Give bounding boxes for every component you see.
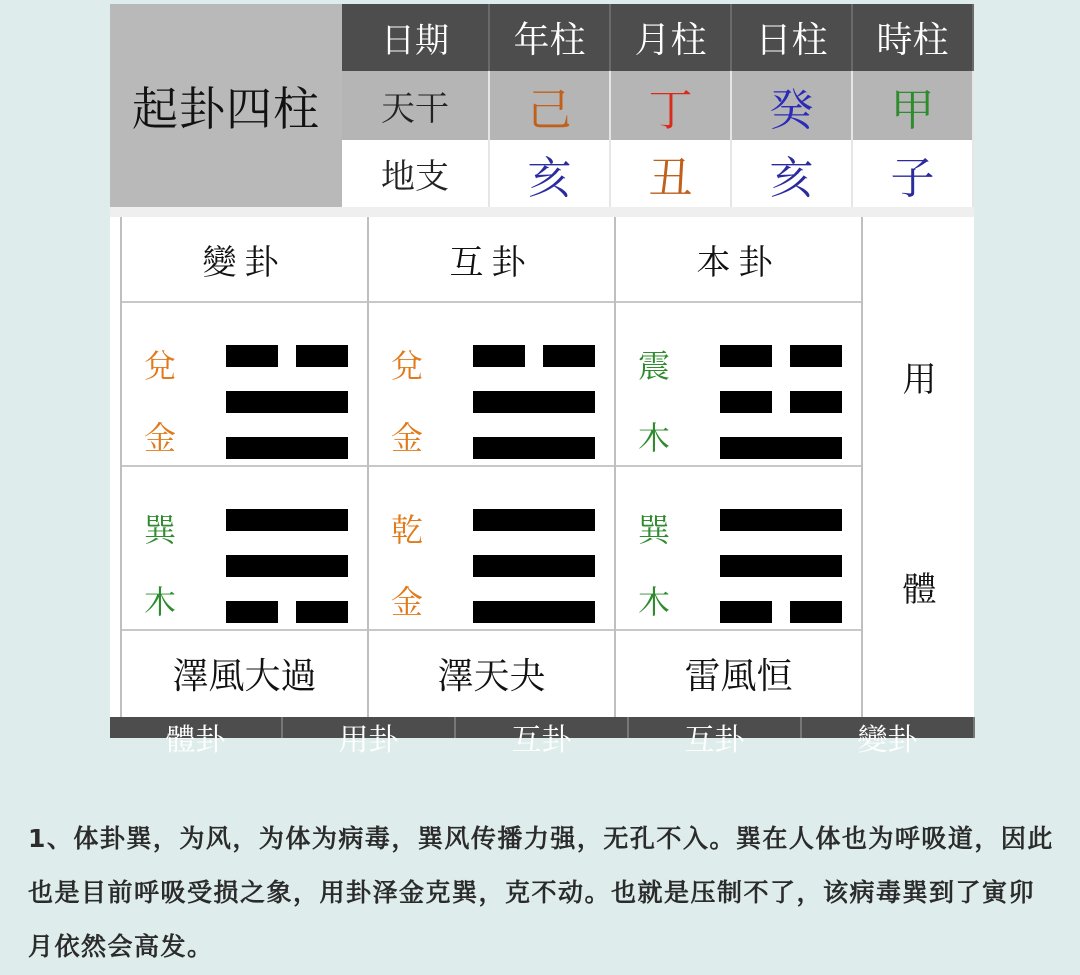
trigram-upper bbox=[369, 303, 614, 467]
line-segment bbox=[473, 509, 595, 531]
four-pillars-table bbox=[342, 4, 974, 207]
trigram-element: 金 bbox=[144, 419, 177, 457]
line-segment bbox=[473, 437, 595, 459]
yin-line bbox=[720, 391, 842, 413]
hexagram-column bbox=[369, 217, 616, 717]
line-segment bbox=[226, 391, 348, 413]
hexagram-name: 雷風恒 bbox=[684, 655, 793, 697]
footer-cell-label: 體卦 bbox=[165, 723, 226, 758]
footer-cell-label: 互卦 bbox=[684, 723, 745, 758]
footer-cell-label: 變卦 bbox=[857, 723, 918, 758]
hexagram-column bbox=[122, 217, 369, 717]
explanation-paragraph: 1、体卦巽，为风，为体为病毒，巽风传播力强，无孔不入。巽在人体也为呼吸道，因此也是目前呼吸受损之象，用卦泽金克巽，克不动。也就是压制不了，该病毒巽到了寅卯月依然会高发。 bbox=[28, 824, 1054, 961]
line-segment bbox=[226, 601, 278, 623]
line-segment bbox=[720, 601, 772, 623]
yang-line bbox=[720, 437, 842, 459]
yang-line bbox=[226, 391, 348, 413]
branches-label: 地支 bbox=[342, 140, 490, 207]
line-segment bbox=[720, 509, 842, 531]
footer-cell bbox=[629, 717, 802, 758]
line-segment bbox=[720, 555, 842, 577]
yin-line bbox=[720, 345, 842, 367]
line-segment bbox=[790, 345, 842, 367]
hexagram-column-title: 變卦 bbox=[122, 217, 367, 303]
header-day: 日柱 bbox=[732, 4, 853, 71]
trigram-element: 木 bbox=[638, 419, 671, 457]
line-segment bbox=[296, 601, 348, 623]
trigram-element: 木 bbox=[144, 583, 177, 621]
yang-line bbox=[473, 601, 595, 623]
trigram-name: 震 bbox=[638, 347, 671, 385]
hexagram-grid bbox=[120, 217, 976, 717]
line-segment bbox=[790, 601, 842, 623]
role-column bbox=[863, 217, 976, 717]
yang-line bbox=[473, 391, 595, 413]
role-body: 體 bbox=[902, 570, 937, 610]
yang-line bbox=[226, 509, 348, 531]
line-segment bbox=[226, 437, 348, 459]
yin-line bbox=[226, 601, 348, 623]
stem-month: 丁 bbox=[611, 71, 732, 140]
divination-chart bbox=[110, 4, 974, 758]
hexagram-name: 澤天夬 bbox=[437, 655, 546, 697]
header-year: 年柱 bbox=[490, 4, 611, 71]
trigram-name: 巽 bbox=[638, 511, 671, 549]
hexagram-column-title: 本卦 bbox=[616, 217, 861, 303]
trigram-element: 金 bbox=[391, 419, 424, 457]
branch-month: 丑 bbox=[611, 140, 732, 207]
line-segment bbox=[226, 345, 278, 367]
stems-label: 天干 bbox=[342, 71, 490, 140]
header-hour: 時柱 bbox=[853, 4, 974, 71]
section-divider bbox=[110, 207, 974, 217]
hexagram-column bbox=[616, 217, 863, 717]
trigram-element: 木 bbox=[638, 583, 671, 621]
line-segment bbox=[473, 601, 595, 623]
yang-line bbox=[473, 509, 595, 531]
footer-cell bbox=[283, 717, 456, 758]
line-segment bbox=[720, 437, 842, 459]
pillars-header-row bbox=[342, 4, 974, 71]
footer-cell bbox=[110, 717, 283, 758]
pillars-label: 起卦四柱 bbox=[110, 4, 342, 207]
trigram-name: 兌 bbox=[391, 347, 424, 385]
line-segment bbox=[473, 555, 595, 577]
line-segment bbox=[296, 345, 348, 367]
cut-off-footer-row bbox=[110, 717, 974, 758]
trigram-lower bbox=[122, 467, 367, 631]
trigram-upper bbox=[616, 303, 861, 467]
stem-hour: 甲 bbox=[853, 71, 974, 140]
trigram-upper bbox=[122, 303, 367, 467]
branch-year: 亥 bbox=[490, 140, 611, 207]
line-segment bbox=[790, 391, 842, 413]
stem-day: 癸 bbox=[732, 71, 853, 140]
line-segment bbox=[543, 345, 595, 367]
yang-line bbox=[473, 437, 595, 459]
stem-year: 己 bbox=[490, 71, 611, 140]
trigram-element: 金 bbox=[391, 583, 424, 621]
earthly-branches-row bbox=[342, 140, 974, 207]
footer-cell bbox=[802, 717, 975, 758]
yang-line bbox=[720, 555, 842, 577]
role-use: 用 bbox=[902, 360, 937, 400]
line-segment bbox=[226, 509, 348, 531]
yin-line bbox=[226, 345, 348, 367]
trigram-name: 巽 bbox=[144, 511, 177, 549]
yang-line bbox=[226, 555, 348, 577]
heavenly-stems-row bbox=[342, 71, 974, 140]
footer-cell-label: 互卦 bbox=[511, 723, 572, 758]
line-segment bbox=[226, 555, 348, 577]
yang-line bbox=[226, 437, 348, 459]
branch-hour: 子 bbox=[853, 140, 974, 207]
trigram-lower bbox=[616, 467, 861, 631]
header-month: 月柱 bbox=[611, 4, 732, 71]
yang-line bbox=[473, 555, 595, 577]
branch-day: 亥 bbox=[732, 140, 853, 207]
header-date: 日期 bbox=[342, 4, 490, 71]
yin-line bbox=[720, 601, 842, 623]
line-segment bbox=[473, 345, 525, 367]
footer-cell bbox=[456, 717, 629, 758]
trigram-name: 乾 bbox=[391, 511, 424, 549]
yang-line bbox=[720, 509, 842, 531]
trigram-name: 兌 bbox=[144, 347, 177, 385]
yin-line bbox=[473, 345, 595, 367]
trigram-lower bbox=[369, 467, 614, 631]
hexagram-name: 澤風大過 bbox=[172, 655, 317, 697]
line-segment bbox=[720, 345, 772, 367]
footer-cell-label: 用卦 bbox=[338, 723, 399, 758]
hexagram-column-title: 互卦 bbox=[369, 217, 614, 303]
line-segment bbox=[473, 391, 595, 413]
line-segment bbox=[720, 391, 772, 413]
